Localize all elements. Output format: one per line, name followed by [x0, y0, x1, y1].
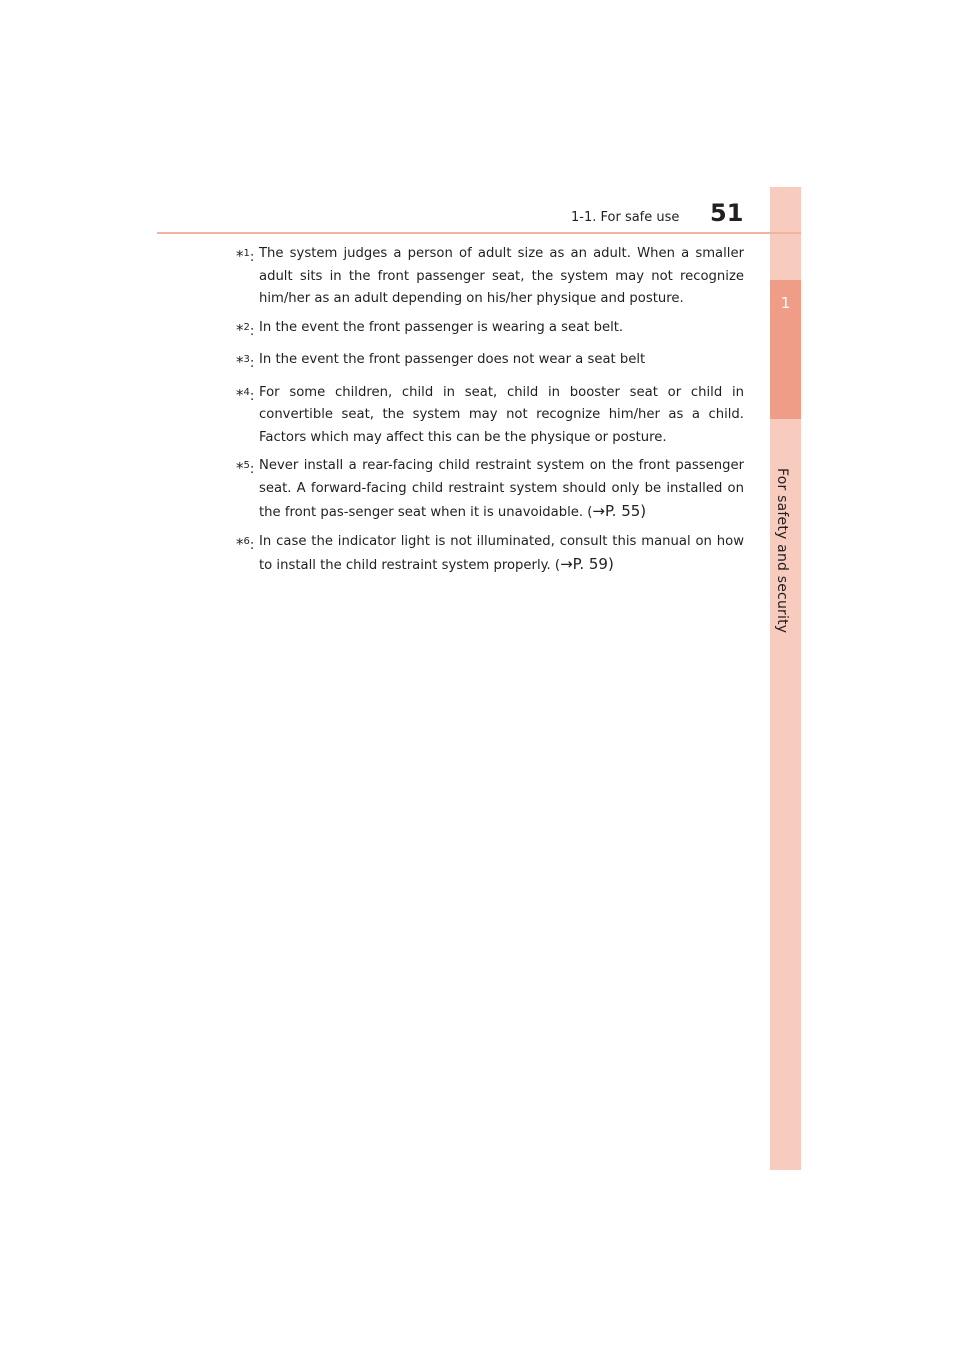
page-number: 51 — [710, 199, 744, 227]
footnote-marker: *$^1$: — [236, 247, 255, 265]
chapter-number: 1 — [780, 294, 791, 312]
footnote-text: Never install a rear-facing child restraint system on the front passenger seat. A forward-facing child restraint system should only be installed on the front pas-senger seat when it is unavoidable. (→P. 55) — [259, 458, 744, 520]
footnote-4 — [236, 382, 744, 450]
chapter-number-tab[interactable] — [770, 280, 801, 419]
footnote-1 — [236, 243, 744, 311]
footnote-text: In case the indicator light is not illuminated, consult this manual on how to install the child restraint system properly. (→P. 59) — [259, 533, 744, 573]
header-divider — [157, 232, 801, 234]
footnote-text: In the event the front passenger does not wear a seat belt — [259, 352, 646, 367]
chapter-title: For safety and security — [774, 468, 790, 634]
footnote-text: In the event the front passenger is wearing a seat belt. — [259, 319, 624, 335]
footnote-marker: *$^3$: — [236, 353, 255, 371]
footnote-6 — [236, 531, 744, 578]
footnote-3 — [236, 349, 744, 376]
footnote-marker: *$^5$: — [236, 459, 255, 477]
footnote-5 — [236, 455, 744, 525]
section-heading: 1-1. For safe use — [571, 210, 680, 225]
footnote-text: For some children, child in seat, child in booster seat or child in convertible seat, the system may not recognize him/her as a child. Factors which may affect this can be the physique or posture. — [259, 384, 744, 445]
footnote-marker: *$^2$: — [236, 320, 255, 339]
footnote-list — [236, 243, 744, 584]
footnote-marker: *$^4$: — [236, 385, 255, 404]
footnote-marker: *$^6$: — [236, 534, 255, 553]
footnote-2 — [236, 317, 744, 344]
footnote-text: The system judges a person of adult size as an adult. When a smaller adult sits in the front passenger seat, the system may not recognize him/her as an adult depending on his/her physique and posture. — [259, 246, 744, 306]
page-reference-link[interactable]: →P. 59) — [560, 555, 614, 573]
page-reference-link[interactable]: →P. 55) — [592, 502, 647, 520]
